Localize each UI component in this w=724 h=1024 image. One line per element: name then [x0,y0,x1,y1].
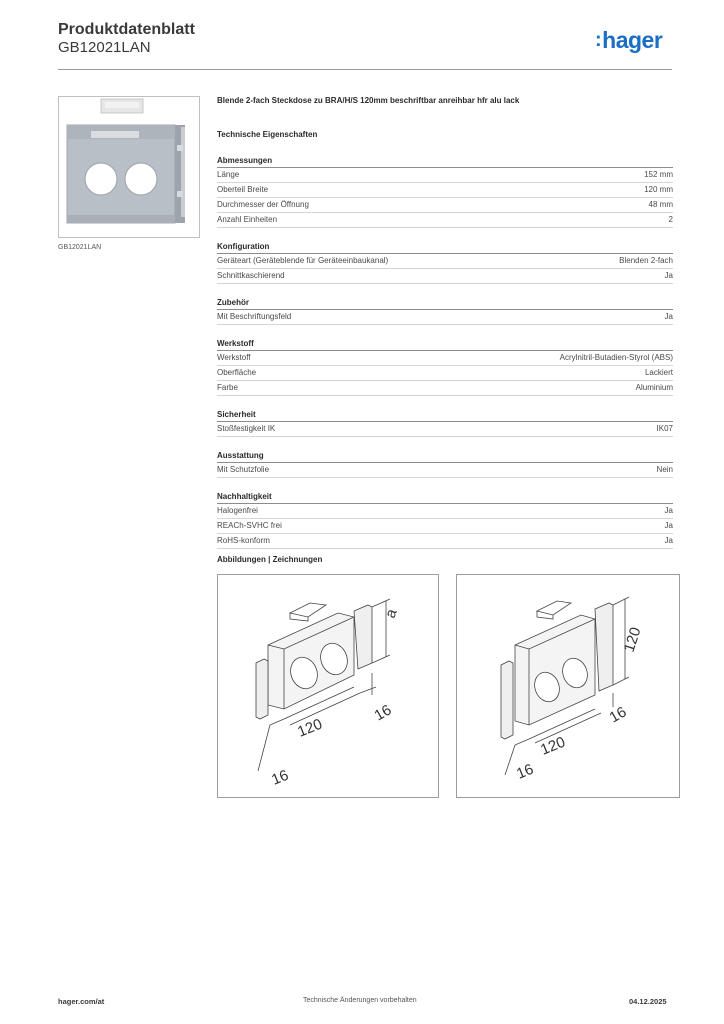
property-key: RoHS-konform [217,536,270,545]
property-row [217,366,673,381]
property-row [217,183,673,198]
property-value: 2 [668,215,673,224]
property-row [217,534,673,549]
property-key: Halogenfrei [217,506,258,515]
product-image [58,96,200,238]
section-ausstattung [217,445,673,478]
section-title: Sicherheit [217,404,673,422]
property-value: Ja [664,506,673,515]
section-konfiguration [217,236,673,284]
section-abmessungen [217,150,673,228]
property-key: Geräteart (Geräteblende für Geräteeinbaukanal) [217,256,389,265]
product-image-caption: GB12021LAN [58,244,102,251]
property-key: Stoßfestigkeit IK [217,424,276,433]
property-row [217,504,673,519]
section-sicherheit [217,404,673,437]
section-title: Abmessungen [217,150,673,168]
property-row [217,519,673,534]
property-value: Aluminium [635,383,673,392]
product-data-main [217,96,673,549]
dim-depth-a-label: 16 [606,703,630,727]
section-title: Konfiguration [217,236,673,254]
property-value: Lackiert [644,368,673,377]
dim-height-label: a [381,606,401,621]
section-werkstoff [217,333,673,396]
property-value: Ja [664,312,673,321]
property-key: REACh-SVHC frei [217,521,282,530]
property-value: Acrylnitril-Butadien-Styrol (ABS) [559,353,673,362]
drawing-2 [456,574,680,798]
property-row [217,310,673,325]
property-value: 120 mm [644,185,673,194]
footer-date: 04.12.2025 [629,997,667,1006]
section-title: Ausstattung [217,445,673,463]
property-key: Durchmesser der Öffnung [217,200,309,209]
property-key: Mit Schutzfolie [217,465,270,474]
hager-logo: :hager [595,27,663,53]
property-key: Werkstoff [217,353,251,362]
dim-depth-b-label: 16 [514,760,536,783]
property-row [217,168,673,183]
property-value: 48 mm [648,200,673,209]
property-value: Nein [656,465,673,474]
section-title: Werkstoff [217,333,673,351]
property-key: Mit Beschriftungsfeld [217,312,292,321]
footer-website: hager.com/at [58,997,105,1006]
property-value: Ja [664,521,673,530]
property-row [217,269,673,284]
property-row [217,463,673,478]
property-key: Oberfläche [217,368,257,377]
section-zubeh-r [217,292,673,325]
footer-note: Technische Änderungen vorbehalten [303,997,417,1004]
dim-depth-b-label: 16 [269,766,291,789]
property-value: Blenden 2-fach [619,256,673,265]
property-value: IK07 [656,424,673,433]
property-value: 152 mm [644,170,673,179]
property-row [217,198,673,213]
figures-heading: Abbildungen | Zeichnungen [217,555,323,564]
dim-depth-a-label: 16 [371,701,395,725]
dim-height-label: 120 [620,625,645,655]
product-code: GB12021LAN [58,39,151,56]
dim-width-label: 120 [295,715,325,741]
section-title: Nachhaltigkeit [217,486,673,504]
section-title: Zubehör [217,292,673,310]
property-row [217,422,673,437]
drawing-1 [217,574,439,798]
property-value: Ja [664,536,673,545]
property-key: Schnittkaschierend [217,271,285,280]
property-sections [217,150,673,549]
property-value: Ja [664,271,673,280]
tech-properties-heading: Technische Eigenschaften [217,130,318,139]
header-divider [58,69,672,70]
property-key: Farbe [217,383,238,392]
property-row [217,213,673,228]
property-key: Länge [217,170,240,179]
section-nachhaltigkeit [217,486,673,549]
property-row [217,381,673,396]
property-key: Oberteil Breite [217,185,269,194]
page-title: Produktdatenblatt [58,21,195,38]
property-row [217,254,673,269]
property-key: Anzahl Einheiten [217,215,278,224]
property-row [217,351,673,366]
dim-width-label: 120 [538,733,568,759]
product-description: Blende 2-fach Steckdose zu BRA/H/S 120mm beschriftbar anreihbar hfr alu lack [217,96,520,105]
